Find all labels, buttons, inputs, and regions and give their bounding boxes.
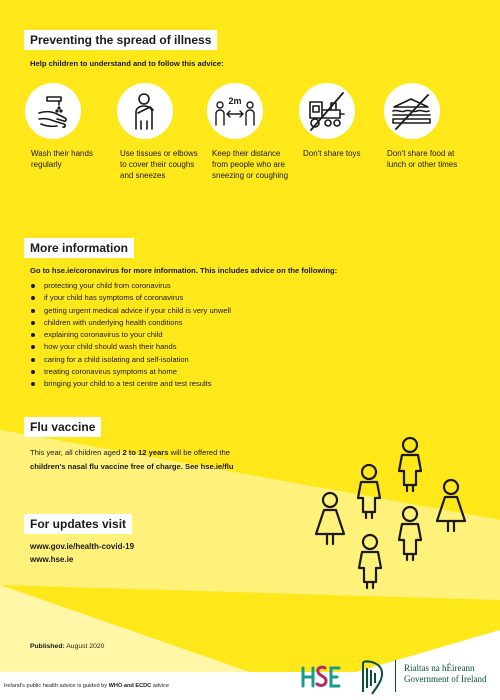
- prevent-item-caption: Don't share food at lunch or other times: [387, 149, 458, 169]
- flu-text-part: will be offered the: [168, 448, 230, 457]
- tissue-cough-icon: [117, 83, 173, 139]
- child-figure: [437, 480, 465, 531]
- published-value: August 2020: [64, 643, 105, 650]
- more-info-lead: Go to hse.ie/coronavirus for more information. This includes advice on the following:: [30, 266, 338, 275]
- list-item: protecting your child from coronavirus: [30, 280, 231, 292]
- list-item: bringing your child to a test centre and test results: [30, 378, 231, 390]
- hse-link[interactable]: www.hse.ie: [30, 555, 74, 564]
- list-item: caring for a child isolating and self-isolation: [30, 354, 231, 366]
- prevent-lead: Help children to understand and to follow this advice:: [30, 59, 224, 68]
- list-item: children with underlying health conditions: [30, 317, 231, 329]
- more-info-title: More information: [24, 238, 134, 258]
- children-illustration: [310, 430, 470, 590]
- distance-badge: 2m: [228, 96, 242, 106]
- guidance-note: [4, 683, 169, 689]
- list-item: explaining coronavirus to your child: [30, 329, 231, 341]
- prevent-item-caption: Keep their distance from people who are sneezing or coughing: [212, 149, 289, 180]
- child-figure: [399, 438, 421, 491]
- list-item: if your child has symptoms of coronavirus: [30, 292, 231, 304]
- flu-text-part: This year, all children aged: [30, 448, 123, 457]
- flu-text: [30, 446, 280, 474]
- prevent-item-caption: Use tissues or elbows to cover their coughs and sneezes: [120, 149, 198, 180]
- prevent-item-caption: Don't share toys: [303, 149, 361, 158]
- gov-divider: [395, 660, 396, 692]
- hse-logo: [299, 662, 343, 692]
- flu-text-line: children's nasal flu vaccine free of charge. See hse.ie/flu: [30, 462, 234, 471]
- guidance-bodies: WHO and ECDC: [108, 683, 152, 689]
- guidance-text: advice: [151, 683, 169, 689]
- list-item: treating coronavirus symptoms at home: [30, 366, 231, 378]
- updates-title: For updates visit: [24, 514, 132, 534]
- list-item: how your child should wash their hands: [30, 341, 231, 353]
- more-info-list: [30, 280, 231, 391]
- child-figure: [359, 535, 381, 588]
- child-figure: [316, 493, 344, 544]
- list-item: getting urgent medical advice if your child is very unwell: [30, 305, 231, 317]
- harp-emblem: [358, 658, 386, 696]
- gov-health-link[interactable]: www.gov.ie/health-covid-19: [30, 542, 135, 551]
- gov-of-ireland-wordmark: [404, 663, 486, 685]
- guidance-text: Ireland's public health advice is guided by: [4, 683, 109, 689]
- child-figure: [358, 465, 380, 518]
- distance-2m-icon: [207, 83, 263, 139]
- flu-title: Flu vaccine: [24, 417, 101, 437]
- child-figure: [399, 507, 421, 560]
- no-toys-icon: [299, 83, 355, 139]
- no-food-sharing-icon: [384, 83, 440, 139]
- published-date: [30, 643, 104, 650]
- handwash-icon: [25, 83, 81, 139]
- prevent-item-caption: Wash their hands regularly: [31, 149, 93, 169]
- gov-english-name: Government of Ireland: [404, 674, 487, 684]
- gov-irish-name: Rialtas na hÉireann: [404, 663, 475, 673]
- flu-age-range: 2 to 12 years: [122, 448, 169, 457]
- published-label: Published:: [30, 643, 65, 650]
- prevent-title: Preventing the spread of illness: [24, 30, 217, 50]
